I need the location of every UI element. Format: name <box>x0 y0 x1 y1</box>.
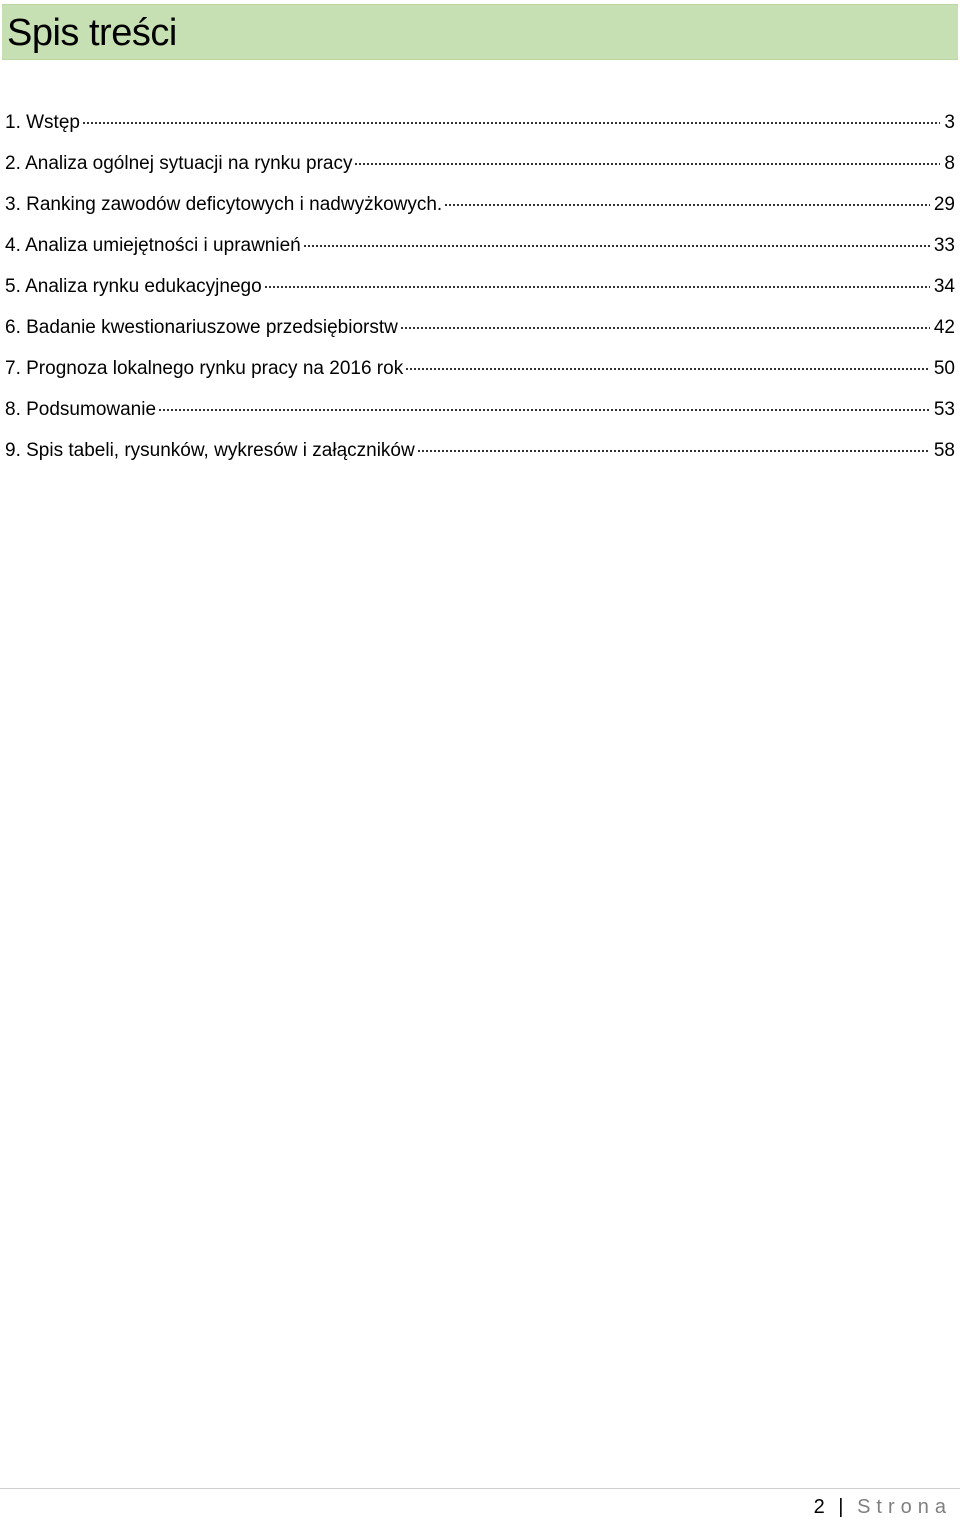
table-of-contents <box>5 106 955 475</box>
toc-entry[interactable] <box>5 311 955 352</box>
toc-dot-leader <box>417 434 930 456</box>
toc-entry-page: 8 <box>944 153 955 174</box>
toc-dot-leader <box>400 311 930 333</box>
page-footer <box>814 1493 952 1521</box>
toc-dot-leader <box>264 270 930 292</box>
toc-entry-label: 2. Analiza ogólnej sytuacji na rynku pracy <box>5 153 353 174</box>
toc-dot-leader <box>82 106 940 128</box>
toc-entry-label: 8. Podsumowanie <box>5 399 157 420</box>
toc-entry[interactable] <box>5 393 955 434</box>
toc-entry-page: 34 <box>933 276 955 297</box>
toc-entry[interactable] <box>5 352 955 393</box>
toc-entry-label: 5. Analiza rynku edukacyjnego <box>5 276 262 297</box>
toc-entry-label: 1. Wstęp <box>5 112 80 133</box>
footer-page-number: 2 <box>813 1496 825 1518</box>
toc-entry[interactable] <box>5 106 955 147</box>
toc-entry[interactable] <box>5 188 955 229</box>
toc-entry[interactable] <box>5 147 955 188</box>
footer-separator: | <box>838 1496 844 1518</box>
toc-dot-leader <box>158 393 930 415</box>
toc-entry-page: 42 <box>933 317 955 338</box>
page-title: Spis treści <box>7 12 177 54</box>
toc-dot-leader <box>303 229 930 251</box>
toc-entry[interactable] <box>5 434 955 475</box>
toc-entry-label: 3. Ranking zawodów deficytowych i nadwyżkowych. <box>5 194 443 215</box>
toc-entry-page: 53 <box>933 399 955 420</box>
toc-entry-label: 6. Badanie kwestionariuszowe przedsiębiorstw <box>5 317 398 338</box>
footer-divider <box>0 1488 960 1489</box>
toc-entry-label: 7. Prognoza lokalnego rynku pracy na 2016 rok <box>5 358 404 379</box>
toc-entry-page: 33 <box>933 235 955 256</box>
toc-entry-page: 3 <box>944 112 955 133</box>
toc-entry-page: 29 <box>933 194 955 215</box>
toc-entry-page: 50 <box>933 358 955 379</box>
title-bar <box>2 4 958 60</box>
toc-entry-page: 58 <box>933 440 955 461</box>
toc-dot-leader <box>354 147 940 169</box>
toc-entry[interactable] <box>5 270 955 311</box>
toc-dot-leader <box>444 188 930 210</box>
toc-entry[interactable] <box>5 229 955 270</box>
toc-dot-leader <box>405 352 930 374</box>
toc-entry-label: 4. Analiza umiejętności i uprawnień <box>5 235 301 256</box>
toc-entry-label: 9. Spis tabeli, rysunków, wykresów i załączników <box>5 440 415 461</box>
footer-page-label: Strona <box>857 1496 952 1518</box>
